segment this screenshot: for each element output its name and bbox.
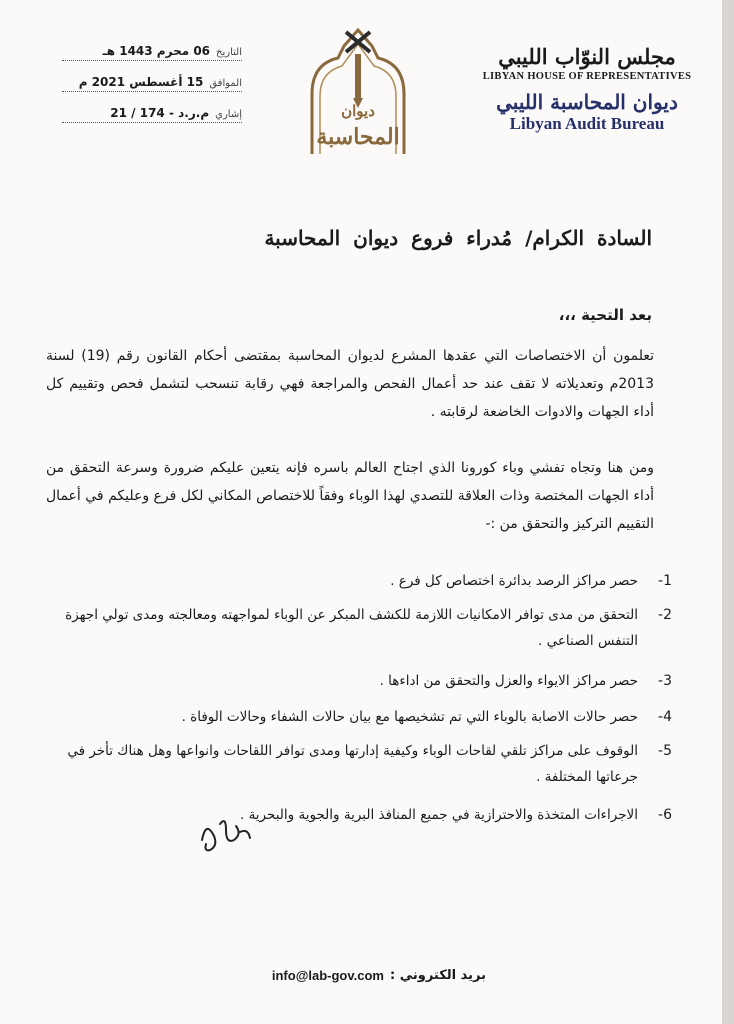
bureau-name-ar: ديوان المحاسبة الليبي bbox=[496, 90, 678, 114]
letter-addressee: السادة الكرام/ مُدراء فروع ديوان المحاسبة bbox=[264, 226, 652, 250]
list-item-number: 6- bbox=[658, 807, 672, 823]
date-hijri-value: 06 محرم 1443 هـ bbox=[102, 44, 211, 58]
signature-scribble bbox=[196, 810, 256, 860]
letterhead-organization bbox=[482, 44, 692, 134]
list-item-text: الاجراءات المتخذة والاحترازية في جميع المنافذ البرية والجوية والبحرية . bbox=[239, 807, 638, 823]
page-edge bbox=[722, 0, 734, 1024]
logo-text-bottom: المحاسبة bbox=[316, 124, 400, 150]
list-item-number: 4- bbox=[658, 709, 672, 725]
list-item-text: حصر مراكز الرصد بدائرة اختصاص كل فرع . bbox=[390, 573, 638, 589]
letter-footer bbox=[246, 968, 486, 983]
date-gregorian-label: الموافق bbox=[209, 78, 242, 89]
list-item-text: حصر مراكز الايواء والعزل والتحقق من اداءها . bbox=[379, 673, 638, 689]
list-item-text: حصر حالات الاصابة بالوباء التي تم تشخيصها مع بيان حالات الشفاء وحالات الوفاة . bbox=[181, 709, 638, 725]
email-address: info@lab-gov.com bbox=[271, 968, 384, 983]
paragraph-2: ومن هنا وتجاه تفشي وباء كورونا الذي اجتاح العالم باسره فإنه يتعين عليكم ضرورة وسرعة التحقق من أداء الجهات المختصة وذات العلاقة للتصدي لهذا الوباء وفقاً للاختصاص المكاني لكل فرع وعليكم في أعمال التقييم التركيز والتحقق من :- bbox=[46, 460, 654, 532]
paragraph-1: تعلمون أن الاختصاصات التي عقدها المشرع لديوان المحاسبة بمقتضى أحكام القانون رقم (19) لسنة 2013م وتعديلاته لا تقف عند حد أعمال الفحص والمراجعة فهي رقابة تنسحب لتشمل فحص وتقييم كل أداء الجهات والادوات الخاضعة لرقابته . bbox=[46, 348, 654, 420]
date-gregorian-row bbox=[62, 75, 242, 92]
reference-value: م.ر.د - 174 / 21 bbox=[110, 106, 210, 120]
reference-row bbox=[62, 106, 242, 123]
list-item-number: 2- bbox=[658, 607, 672, 623]
list-item-number: 3- bbox=[658, 673, 672, 689]
list-item-number: 1- bbox=[658, 573, 672, 589]
date-hijri-row bbox=[62, 44, 242, 61]
logo-text-top: ديوان bbox=[341, 102, 375, 120]
list-item bbox=[32, 704, 672, 730]
list-item bbox=[32, 668, 672, 694]
list-item bbox=[32, 802, 672, 828]
list-item-number: 5- bbox=[658, 743, 672, 759]
reference-label: إشاري bbox=[215, 109, 242, 120]
org-name-ar: مجلس النوّاب الليبي bbox=[498, 44, 676, 69]
audit-bureau-logo bbox=[298, 24, 418, 156]
list-item-text: التحقق من مدى توافر الامكانيات اللازمة للكشف المبكر عن الوباء لمواجهته ومعالجته ومدى تولي اجهزة التنفس الصناعي . bbox=[65, 607, 638, 649]
date-gregorian-value: 15 أغسطس 2021 م bbox=[78, 75, 204, 89]
letter-greeting: بعد التحية ،،، bbox=[558, 306, 652, 324]
bureau-name-en: Libyan Audit Bureau bbox=[509, 114, 665, 133]
list-item bbox=[32, 738, 672, 790]
list-item bbox=[32, 602, 672, 654]
letter-reference-block bbox=[62, 44, 242, 137]
list-item bbox=[32, 568, 672, 594]
email-label: بريد الكتروني : bbox=[389, 968, 486, 983]
list-item-text: الوقوف على مراكز تلقي لقاحات الوباء وكيفية إدارتها ومدى توافر اللقاحات وانواعها وهل هناك تأخر في جرعاتها المختلفة . bbox=[67, 743, 638, 785]
date-hijri-label: التاريخ bbox=[216, 47, 242, 58]
org-name-en: LIBYAN HOUSE OF REPRESENTATIVES bbox=[482, 71, 692, 82]
